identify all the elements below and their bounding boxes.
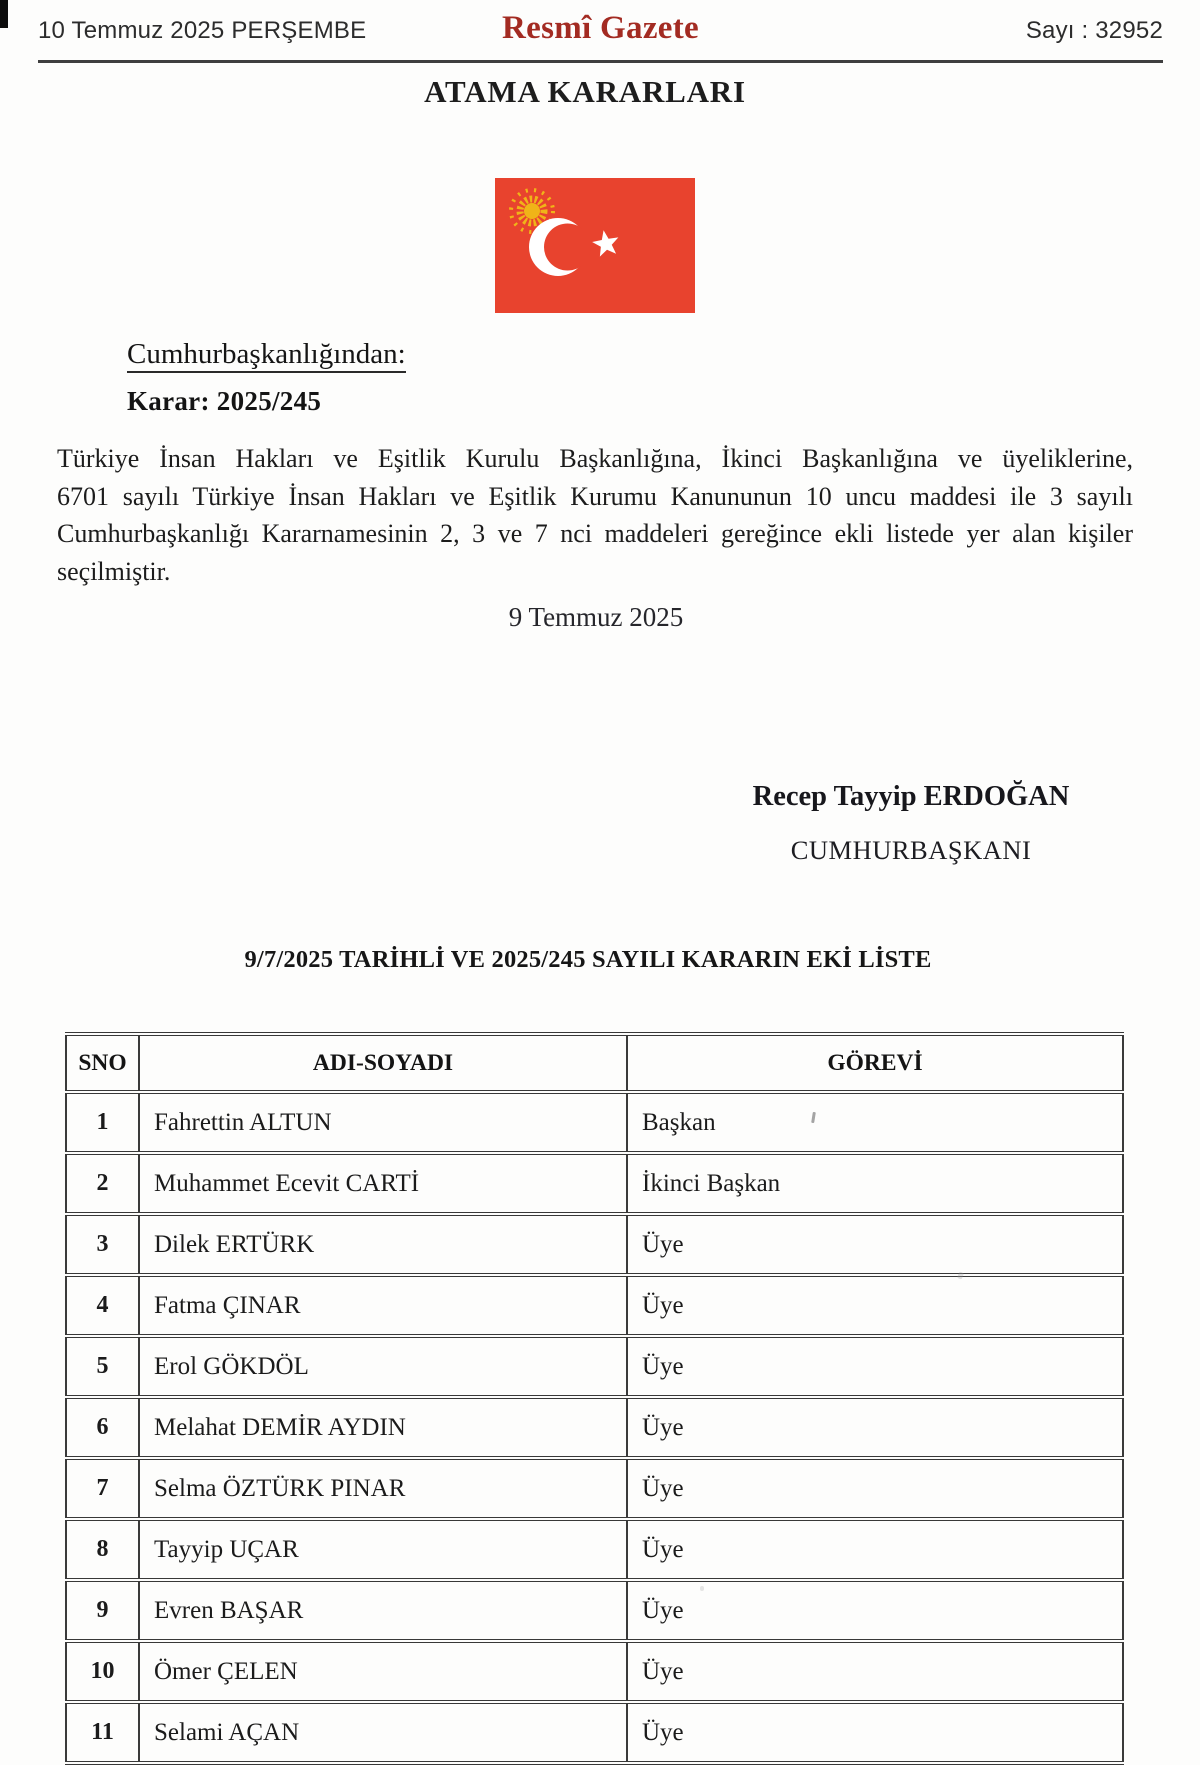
- name-cell: Muhammet Ecevit CARTİ: [139, 1153, 627, 1214]
- masthead-date: 10 Temmuz 2025 PERŞEMBE: [38, 17, 367, 44]
- scan-artifact-corner: [0, 0, 8, 28]
- row-number-cell: 6: [66, 1397, 139, 1458]
- row-number-cell: 7: [66, 1458, 139, 1519]
- table-row: [66, 1580, 1123, 1641]
- masthead-title: Resmî Gazete: [502, 10, 699, 46]
- role-cell: Başkan: [627, 1092, 1123, 1153]
- name-cell: Fatma ÇINAR: [139, 1275, 627, 1336]
- name-cell: Erol GÖKDÖL: [139, 1336, 627, 1397]
- signatory-title: CUMHURBAŞKANI: [790, 835, 1032, 865]
- role-cell: Üye: [627, 1275, 1123, 1336]
- role-cell: Üye: [627, 1702, 1123, 1763]
- table-row: [66, 1153, 1123, 1214]
- row-number-cell: 1: [66, 1092, 139, 1153]
- table-row: [66, 1275, 1123, 1336]
- authority-heading-text: Cumhurbaşkanlığından:: [127, 338, 406, 373]
- decision-date: 9 Temmuz 2025: [508, 602, 684, 632]
- row-number-cell: 2: [66, 1153, 139, 1214]
- header-adi-soyadi: ADI-SOYADI: [139, 1034, 627, 1092]
- role-cell: Üye: [627, 1397, 1123, 1458]
- masthead: [38, 10, 1163, 47]
- annex-table: [65, 1032, 1124, 1765]
- decree-body-line: seçilmiştir.: [57, 556, 171, 586]
- row-number-cell: 10: [66, 1641, 139, 1702]
- decree-body-line: Türkiye İnsan Hakları ve Eşitlik Kurulu Başkanlığına, İkinci Başkanlığına ve üyeliklerine,: [57, 444, 1133, 473]
- name-cell: Selma ÖZTÜRK PINAR: [139, 1458, 627, 1519]
- signature-block: [661, 780, 1161, 866]
- authority-heading: [127, 338, 406, 371]
- name-cell: Selami AÇAN: [139, 1702, 627, 1763]
- table-row: [66, 1214, 1123, 1275]
- annex-list-title: 9/7/2025 TARİHLİ VE 2025/245 SAYILI KARARIN EKİ LİSTE: [244, 946, 932, 973]
- role-cell: Üye: [627, 1641, 1123, 1702]
- role-cell: Üye: [627, 1519, 1123, 1580]
- table-row: [66, 1458, 1123, 1519]
- table-row: [66, 1702, 1123, 1763]
- signatory-name: Recep Tayyip ERDOĞAN: [752, 781, 1070, 812]
- turkey-presidential-flag-icon: [495, 178, 695, 313]
- name-cell: Ömer ÇELEN: [139, 1641, 627, 1702]
- masthead-divider: [38, 60, 1163, 63]
- name-cell: Evren BAŞAR: [139, 1580, 627, 1641]
- role-cell: Üye: [627, 1580, 1123, 1641]
- header-sno: SNO: [66, 1034, 139, 1092]
- row-number-cell: 9: [66, 1580, 139, 1641]
- role-cell: Üye: [627, 1214, 1123, 1275]
- section-title: ATAMA KARARLARI: [424, 74, 746, 109]
- name-cell: Fahrettin ALTUN: [139, 1092, 627, 1153]
- table-row: [66, 1092, 1123, 1153]
- table-row: [66, 1336, 1123, 1397]
- role-cell: Üye: [627, 1458, 1123, 1519]
- scan-artifact-speck: [700, 1586, 704, 1591]
- decree-body-line: 6701 sayılı Türkiye İnsan Hakları ve Eşitlik Kurumu Kanununun 10 uncu maddesi ile 3 sayılı: [57, 481, 1133, 511]
- table-header-row: [66, 1034, 1123, 1092]
- row-number-cell: 4: [66, 1275, 139, 1336]
- role-cell: İkinci Başkan: [627, 1153, 1123, 1214]
- row-number-cell: 11: [66, 1702, 139, 1763]
- decision-number: Karar: 2025/245: [127, 386, 322, 416]
- name-cell: Tayyip UÇAR: [139, 1519, 627, 1580]
- name-cell: Melahat DEMİR AYDIN: [139, 1397, 627, 1458]
- decree-body-line: Cumhurbaşkanlığı Kararnamesinin 2, 3 ve 7 nci maddeleri gereğince ekli listede yer alan kişiler: [57, 519, 1133, 548]
- table-row: [66, 1641, 1123, 1702]
- role-cell: Üye: [627, 1336, 1123, 1397]
- header-gorevi: GÖREVİ: [627, 1034, 1123, 1092]
- name-cell: Dilek ERTÜRK: [139, 1214, 627, 1275]
- table-row: [66, 1519, 1123, 1580]
- row-number-cell: 3: [66, 1214, 139, 1275]
- row-number-cell: 8: [66, 1519, 139, 1580]
- row-number-cell: 5: [66, 1336, 139, 1397]
- annex-table-body: [66, 1092, 1123, 1763]
- decree-body: [57, 440, 1133, 590]
- table-row: [66, 1397, 1123, 1458]
- masthead-issue: Sayı : 32952: [1025, 17, 1163, 44]
